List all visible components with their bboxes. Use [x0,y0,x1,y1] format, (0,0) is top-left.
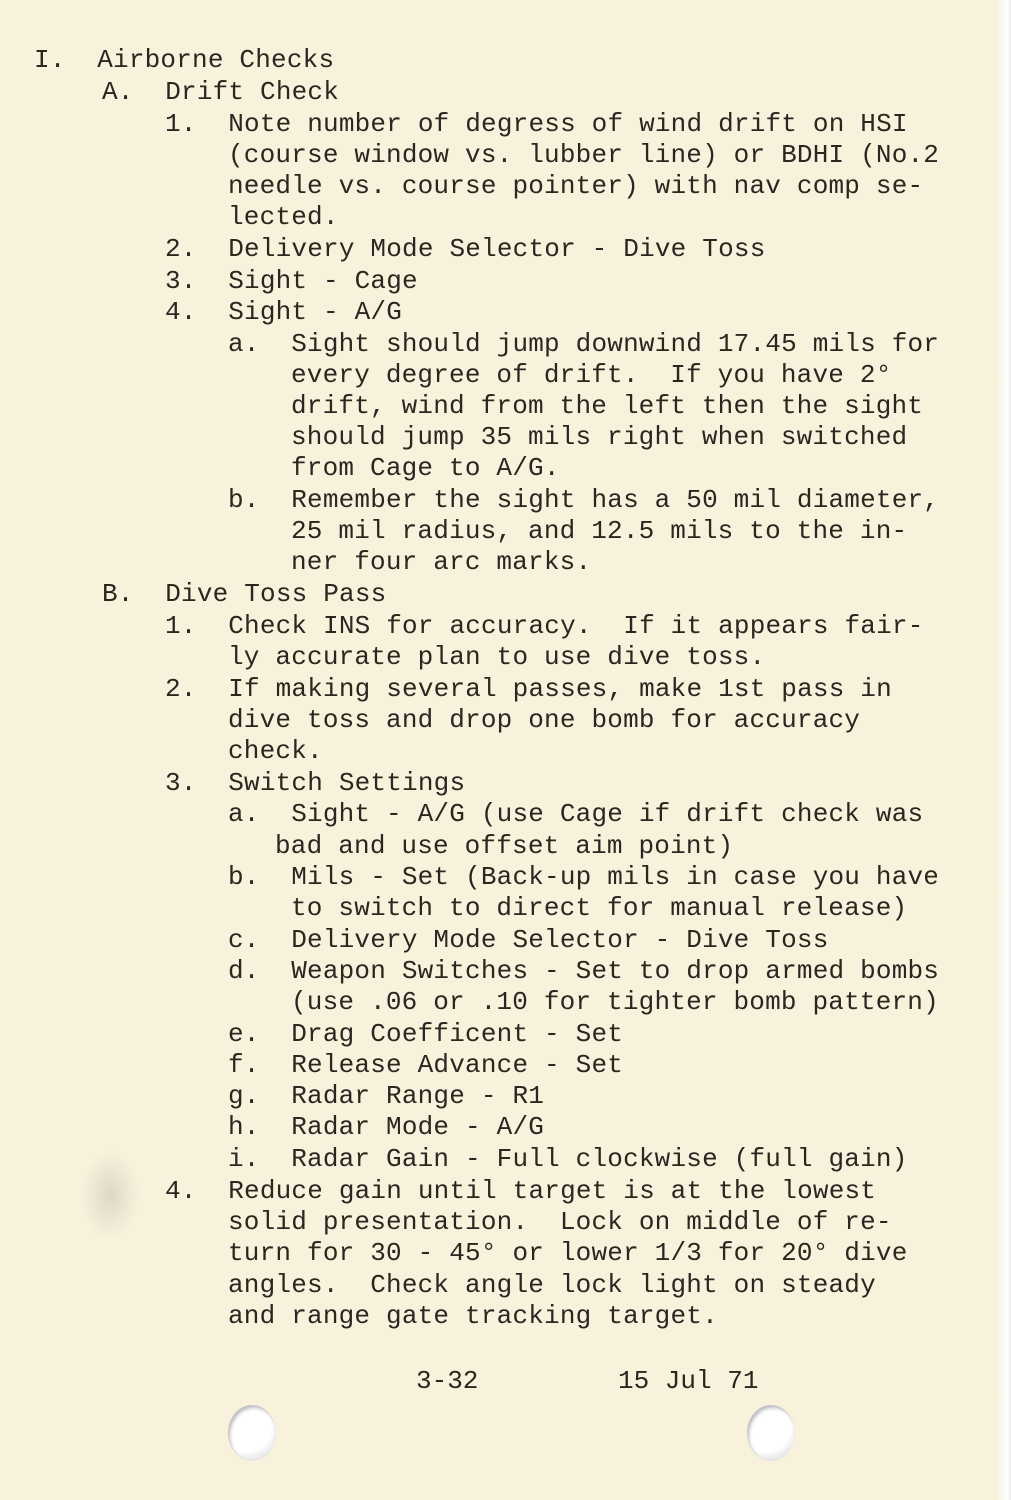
text-line: drift, wind from the left then the sight [291,391,924,421]
text-line: b. Remember the sight has a 50 mil diameter, [228,485,940,515]
text-line: needle vs. course pointer) with nav comp se- [228,171,924,201]
text-line: 1. Note number of degress of wind drift on HSI [165,109,908,139]
text-line: c. Delivery Mode Selector - Dive Toss [228,925,829,955]
text-line: 2. Delivery Mode Selector - Dive Toss [165,234,766,264]
text-line: solid presentation. Lock on middle of re- [228,1207,892,1237]
text-line: 2. If making several passes, make 1st pass in [165,674,892,704]
punch-hole-right [747,1405,795,1461]
text-line: turn for 30 - 45° or lower 1/3 for 20° dive [228,1238,908,1268]
text-line: (use .06 or .10 for tighter bomb pattern) [291,987,939,1017]
text-line: ner four arc marks. [291,547,592,577]
text-line: 4. Reduce gain until target is at the lowest [165,1176,877,1206]
text-line: 25 mil radius, and 12.5 mils to the in- [291,516,908,546]
text-line: dive toss and drop one bomb for accuracy [228,705,861,735]
smudge-mark [80,1150,140,1240]
paper-edge [997,0,1011,1500]
text-line: h. Radar Mode - A/G [228,1112,545,1142]
text-line: angles. Check angle lock light on steady [228,1270,876,1300]
punch-hole-left [228,1405,276,1461]
text-line: b. Mils - Set (Back-up mils in case you have [228,862,940,892]
page-date: 15 Jul 71 [618,1366,759,1396]
subsection-heading: B. Dive Toss Pass [102,579,387,609]
text-line: 4. Sight - A/G [165,297,403,327]
text-line: and range gate tracking target. [228,1301,718,1331]
subsection-heading: A. Drift Check [102,77,340,107]
text-line: every degree of drift. If you have 2° [291,360,892,390]
text-line: d. Weapon Switches - Set to drop armed bombs [228,956,940,986]
text-line: should jump 35 mils right when switched [291,422,908,452]
text-line: a. Sight - A/G (use Cage if drift check was [228,799,924,829]
text-line: from Cage to A/G. [291,453,560,483]
text-line: 3. Sight - Cage [165,266,418,296]
text-line: ly accurate plan to use dive toss. [228,642,766,672]
page-number: 3-32 [416,1366,479,1396]
text-line: lected. [228,202,339,232]
text-line: e. Drag Coefficent - Set [228,1019,624,1049]
text-line: check. [228,736,323,766]
text-line: bad and use offset aim point) [275,831,734,861]
text-line: i. Radar Gain - Full clockwise (full gain) [228,1144,908,1174]
text-line: f. Release Advance - Set [228,1050,624,1080]
text-line: to switch to direct for manual release) [291,893,908,923]
text-line: a. Sight should jump downwind 17.45 mils for [228,329,940,359]
text-line: g. Radar Range - R1 [228,1081,545,1111]
section-heading: I. Airborne Checks [34,45,335,75]
text-line: (course window vs. lubber line) or BDHI (No.2 [228,140,940,170]
text-line: 1. Check INS for accuracy. If it appears fair- [165,611,924,641]
text-line: 3. Switch Settings [165,768,466,798]
